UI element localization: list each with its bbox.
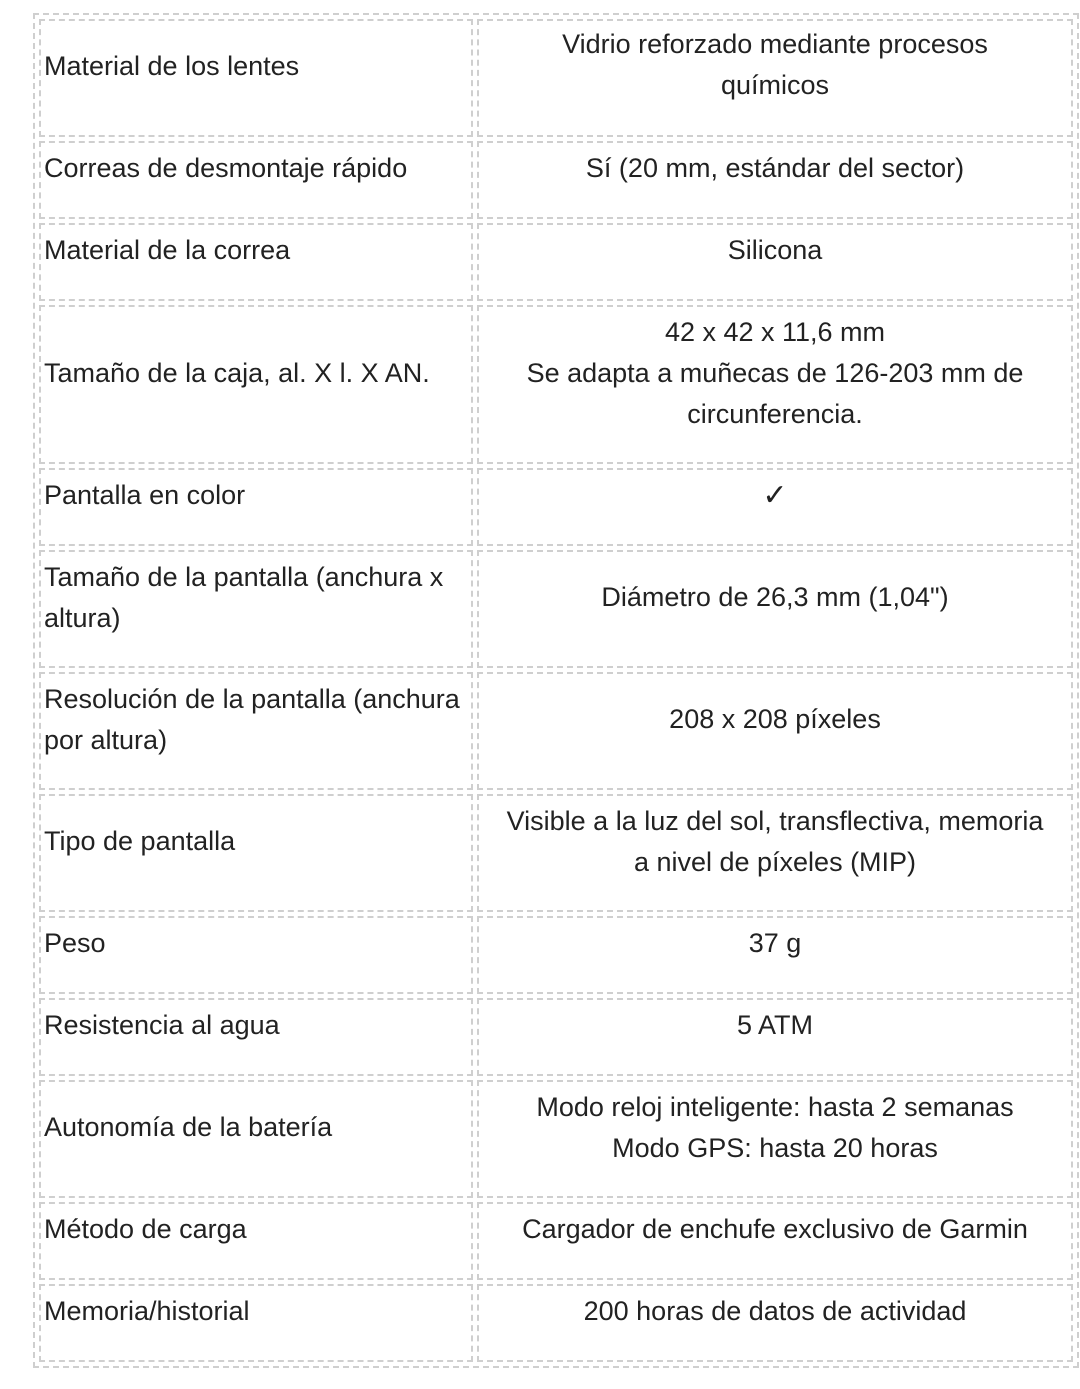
spec-row-quick-release-bands xyxy=(39,141,1073,219)
spec-value xyxy=(477,550,1073,668)
spec-value xyxy=(477,19,1073,137)
spec-row-battery-life xyxy=(39,1080,1073,1198)
spec-value-line: 208 x 208 píxeles xyxy=(669,704,881,734)
spec-value xyxy=(477,1080,1073,1198)
spec-value xyxy=(477,672,1073,790)
spec-row-display-type xyxy=(39,794,1073,912)
checkmark-icon: ✓ xyxy=(762,478,788,513)
spec-label: Peso xyxy=(39,916,473,994)
spec-row-weight xyxy=(39,916,1073,994)
spec-value-line: a nivel de píxeles (MIP) xyxy=(633,847,917,877)
spec-label: Resistencia al agua xyxy=(39,998,473,1076)
spec-value-line: Diámetro de 26,3 mm (1,04") xyxy=(601,582,949,612)
spec-value xyxy=(477,468,1073,546)
spec-value-line: circunferencia. xyxy=(687,399,863,429)
spec-value-line: 200 horas de datos de actividad xyxy=(583,1296,967,1326)
spec-label: Memoria/historial xyxy=(39,1284,473,1362)
spec-value-line: Modo GPS: hasta 20 horas xyxy=(612,1133,938,1163)
spec-row-color-display xyxy=(39,468,1073,546)
spec-label: Tipo de pantalla xyxy=(39,794,473,912)
spec-row-display-size xyxy=(39,550,1073,668)
spec-value-line: 5 ATM xyxy=(736,1010,814,1040)
spec-value-line: Modo reloj inteligente: hasta 2 semanas xyxy=(536,1092,1014,1122)
spec-row-charging-method xyxy=(39,1202,1073,1280)
spec-value xyxy=(477,305,1073,464)
spec-value-line: 42 x 42 x 11,6 mm xyxy=(664,317,886,347)
spec-label: Material de la correa xyxy=(39,223,473,301)
spec-value-line: Silicona xyxy=(727,235,823,265)
spec-value-line: Se adapta a muñecas de 126-203 mm de xyxy=(526,358,1024,388)
spec-label: Autonomía de la batería xyxy=(39,1080,473,1198)
spec-row-case-size xyxy=(39,305,1073,464)
spec-value xyxy=(477,916,1073,994)
spec-value xyxy=(477,794,1073,912)
spec-row-memory-history xyxy=(39,1284,1073,1362)
spec-value xyxy=(477,141,1073,219)
spec-value xyxy=(477,998,1073,1076)
spec-label: Resolución de la pantalla (anchura por altura) xyxy=(39,672,473,790)
spec-value xyxy=(477,1284,1073,1362)
spec-label: Tamaño de la pantalla (anchura x altura) xyxy=(39,550,473,668)
spec-label: Tamaño de la caja, al. X l. X AN. xyxy=(39,305,473,464)
spec-value xyxy=(477,1202,1073,1280)
spec-value-line: Vidrio reforzado mediante procesos xyxy=(562,29,988,59)
spec-value-line: 37 g xyxy=(748,928,802,958)
spec-value xyxy=(477,223,1073,301)
spec-row-band-material xyxy=(39,223,1073,301)
specifications-table xyxy=(33,13,1079,1368)
spec-label: Pantalla en color xyxy=(39,468,473,546)
spec-value-line: Sí (20 mm, estándar del sector) xyxy=(585,153,965,183)
spec-row-display-resolution xyxy=(39,672,1073,790)
spec-label: Método de carga xyxy=(39,1202,473,1280)
spec-label: Material de los lentes xyxy=(39,19,473,137)
spec-label: Correas de desmontaje rápido xyxy=(39,141,473,219)
spec-value-line: Cargador de enchufe exclusivo de Garmin xyxy=(522,1214,1028,1244)
spec-value-line: Visible a la luz del sol, transflectiva, memoria xyxy=(506,806,1044,836)
spec-value-line: químicos xyxy=(720,70,830,100)
spec-row-lens-material xyxy=(39,19,1073,137)
spec-row-water-rating xyxy=(39,998,1073,1076)
